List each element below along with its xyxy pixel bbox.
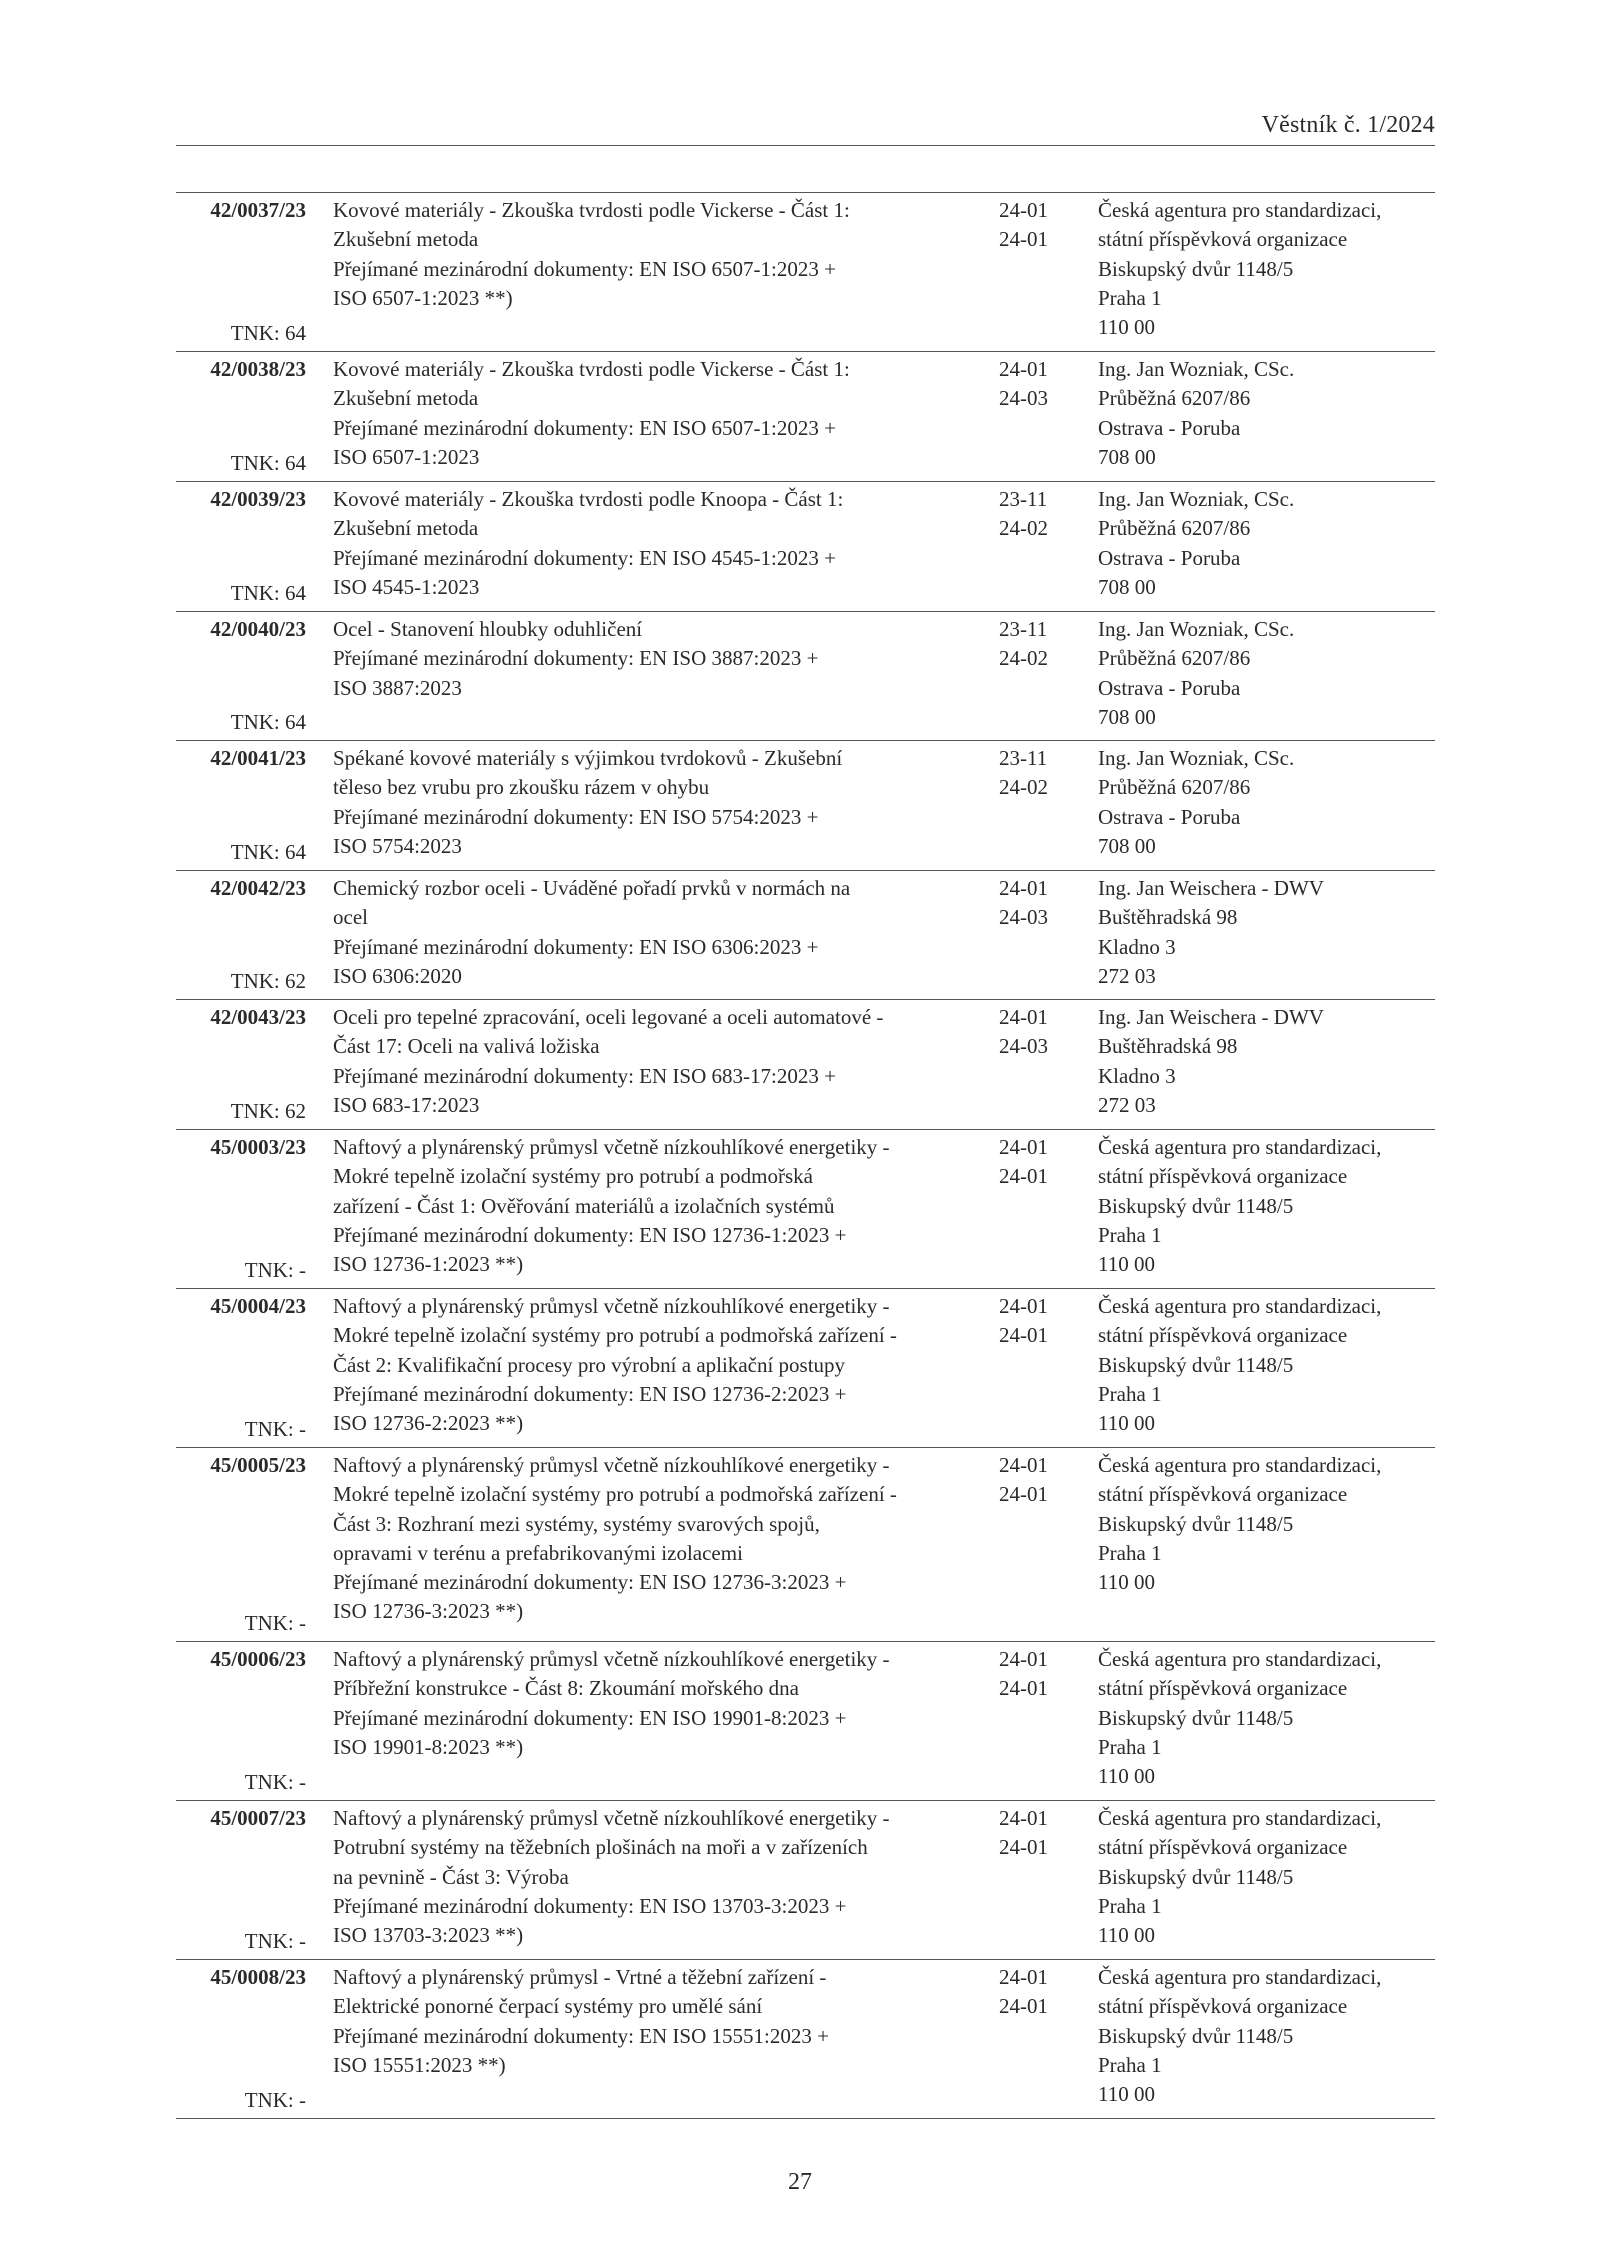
table-row [176, 1448, 1435, 1642]
standard-number: 45/0007/23 [210, 1806, 306, 1830]
header-divider [176, 145, 1435, 146]
standard-title: Naftový a plynárenský průmysl včetně nízkouhlíkové energetiky - Příbřežní konstrukce - Část 8: Zkoumání mořského dna Přejímané mezinárodní dokumenty: EN ISO 19901-8:2023 + ISO 19901-8:2023 **) [333, 1647, 890, 1759]
tnk-label: TNK: 62 [230, 1098, 306, 1123]
standard-dates: 24-01 24-01 [999, 1294, 1048, 1348]
standard-number: 45/0004/23 [210, 1294, 306, 1318]
tnk-label: TNK: 64 [230, 839, 306, 864]
page-number: 27 [788, 2169, 812, 2195]
table-row [176, 1801, 1435, 1960]
standard-dates: 24-01 24-01 [999, 1647, 1048, 1701]
standard-id-cell [176, 1804, 306, 1956]
processor-address: Česká agentura pro standardizaci, státní příspěvková organizace Biskupský dvůr 1148/5 Praha 1 110 00 [1098, 1647, 1382, 1789]
standard-id-cell [176, 1133, 306, 1285]
table-row [176, 193, 1435, 352]
standard-id-cell [176, 1292, 306, 1444]
processor-address: Ing. Jan Wozniak, CSc. Průběžná 6207/86 Ostrava - Poruba 708 00 [1098, 617, 1295, 729]
journal-title: Věstník č. 1/2024 [1261, 112, 1435, 138]
table-row [176, 741, 1435, 871]
standard-dates: 24-01 24-01 [999, 1965, 1048, 2019]
processor-address: Česká agentura pro standardizaci, státní příspěvková organizace Biskupský dvůr 1148/5 Praha 1 110 00 [1098, 1135, 1382, 1277]
standard-number: 42/0043/23 [210, 1005, 306, 1029]
table-row [176, 871, 1435, 1000]
processor-address: Ing. Jan Weischera - DWV Buštěhradská 98 Kladno 3 272 03 [1098, 1005, 1324, 1117]
processor-address: Ing. Jan Wozniak, CSc. Průběžná 6207/86 Ostrava - Poruba 708 00 [1098, 357, 1295, 469]
standard-id-cell [176, 874, 306, 996]
tnk-label: TNK: - [244, 1928, 306, 1953]
standard-title: Chemický rozbor oceli - Uváděné pořadí prvků v normách na ocel Přejímané mezinárodní dokumenty: EN ISO 6306:2023 + ISO 6306:2020 [333, 876, 851, 988]
standard-title: Oceli pro tepelné zpracování, oceli legované a oceli automatové - Část 17: Oceli na valivá ložiska Přejímané mezinárodní dokumenty: EN ISO 683-17:2023 + ISO 683-17:2023 [333, 1005, 884, 1117]
standard-title: Ocel - Stanovení hloubky oduhličení Přejímané mezinárodní dokumenty: EN ISO 3887:2023 + ISO 3887:2023 [333, 617, 819, 700]
standard-id-cell [176, 1451, 306, 1638]
standard-dates: 24-01 24-03 [999, 357, 1048, 411]
table-row [176, 1960, 1435, 2119]
tnk-label: TNK: 64 [230, 450, 306, 475]
standard-id-cell [176, 615, 306, 737]
standard-id-cell [176, 1963, 306, 2115]
standard-title: Naftový a plynárenský průmysl včetně nízkouhlíkové energetiky - Mokré tepelně izolační systémy pro potrubí a podmořská zařízení - Část 2: Kvalifikační procesy pro výrobní a aplikační postupy Přejímané mezinárodní dokumenty: EN ISO 12736-2:2023 + ISO 12736-2:2023 **) [333, 1294, 897, 1436]
tnk-label: TNK: - [244, 1769, 306, 1794]
tnk-label: TNK: 62 [230, 968, 306, 993]
standard-number: 45/0006/23 [210, 1647, 306, 1671]
processor-address: Česká agentura pro standardizaci, státní příspěvková organizace Biskupský dvůr 1148/5 Praha 1 110 00 [1098, 198, 1382, 340]
table-row [176, 612, 1435, 741]
standard-dates: 23-11 24-02 [999, 746, 1048, 800]
standard-title: Naftový a plynárenský průmysl včetně nízkouhlíkové energetiky - Potrubní systémy na těžebních plošinách na moři a v zařízeních na pevnině - Část 3: Výroba Přejímané mezinárodní dokumenty: EN ISO 13703-3:2023 + ISO 13703-3:2023 **) [333, 1806, 890, 1948]
standard-title: Kovové materiály - Zkouška tvrdosti podle Vickerse - Část 1: Zkušební metoda Přejímané mezinárodní dokumenty: EN ISO 6507-1:2023 + ISO 6507-1:2023 **) [333, 198, 850, 310]
tnk-label: TNK: 64 [230, 709, 306, 734]
processor-address: Česká agentura pro standardizaci, státní příspěvková organizace Biskupský dvůr 1148/5 Praha 1 110 00 [1098, 1453, 1382, 1595]
standard-number: 42/0040/23 [210, 617, 306, 641]
standard-dates: 24-01 24-03 [999, 876, 1048, 930]
standard-title: Spékané kovové materiály s výjimkou tvrdokovů - Zkušební těleso bez vrubu pro zkoušku rázem v ohybu Přejímané mezinárodní dokumenty: EN ISO 5754:2023 + ISO 5754:2023 [333, 746, 843, 858]
standard-title: Naftový a plynárenský průmysl - Vrtné a těžební zařízení - Elektrické ponorné čerpací systémy pro umělé sání Přejímané mezinárodní dokumenty: EN ISO 15551:2023 + ISO 15551:2023 **) [333, 1965, 829, 2077]
standard-dates: 23-11 24-02 [999, 617, 1048, 671]
standard-id-cell [176, 355, 306, 478]
table-row [176, 482, 1435, 612]
standard-id-cell [176, 1645, 306, 1797]
table-row [176, 1130, 1435, 1289]
tnk-label: TNK: 64 [230, 580, 306, 605]
standard-dates: 24-01 24-01 [999, 1806, 1048, 1860]
standard-id-cell [176, 744, 306, 867]
standard-dates: 24-01 24-03 [999, 1005, 1048, 1059]
tnk-label: TNK: - [244, 1610, 306, 1635]
standard-title: Kovové materiály - Zkouška tvrdosti podle Vickerse - Část 1: Zkušební metoda Přejímané mezinárodní dokumenty: EN ISO 6507-1:2023 + ISO 6507-1:2023 [333, 357, 850, 469]
standard-number: 42/0041/23 [210, 746, 306, 770]
standard-title: Naftový a plynárenský průmysl včetně nízkouhlíkové energetiky - Mokré tepelně izolační systémy pro potrubí a podmořská zařízení - Část 3: Rozhraní mezi systémy, systémy svarových spojů, opravami v terénu a prefabrikovanými izolacemi Přejímané mezinárodní dokumenty: EN ISO 12736-3:2023 + ISO 12736-3:2023 **) [333, 1453, 897, 1624]
processor-address: Ing. Jan Wozniak, CSc. Průběžná 6207/86 Ostrava - Poruba 708 00 [1098, 487, 1295, 599]
table-row [176, 1289, 1435, 1448]
standard-title: Kovové materiály - Zkouška tvrdosti podle Knoopa - Část 1: Zkušební metoda Přejímané mezinárodní dokumenty: EN ISO 4545-1:2023 + ISO 4545-1:2023 [333, 487, 844, 599]
standard-number: 42/0038/23 [210, 357, 306, 381]
standard-number: 45/0005/23 [210, 1453, 306, 1477]
standard-dates: 24-01 24-01 [999, 1453, 1048, 1507]
processor-address: Česká agentura pro standardizaci, státní příspěvková organizace Biskupský dvůr 1148/5 Praha 1 110 00 [1098, 1965, 1382, 2107]
standard-number: 45/0003/23 [210, 1135, 306, 1159]
processor-address: Česká agentura pro standardizaci, státní příspěvková organizace Biskupský dvůr 1148/5 Praha 1 110 00 [1098, 1806, 1382, 1948]
table-row [176, 1642, 1435, 1801]
standard-dates: 24-01 24-01 [999, 198, 1048, 252]
processor-address: Česká agentura pro standardizaci, státní příspěvková organizace Biskupský dvůr 1148/5 Praha 1 110 00 [1098, 1294, 1382, 1436]
standard-number: 42/0037/23 [210, 198, 306, 222]
standard-id-cell [176, 196, 306, 348]
table-row [176, 352, 1435, 482]
standard-dates: 24-01 24-01 [999, 1135, 1048, 1189]
standard-title: Naftový a plynárenský průmysl včetně nízkouhlíkové energetiky - Mokré tepelně izolační systémy pro potrubí a podmořská zařízení - Část 1: Ověřování materiálů a izolačních systémů Přejímané mezinárodní dokumenty: EN ISO 12736-1:2023 + ISO 12736-1:2023 **) [333, 1135, 890, 1277]
standard-dates: 23-11 24-02 [999, 487, 1048, 541]
standard-id-cell [176, 485, 306, 608]
tnk-label: TNK: - [244, 1416, 306, 1441]
standard-id-cell [176, 1003, 306, 1126]
tnk-label: TNK: - [244, 1257, 306, 1282]
processor-address: Ing. Jan Wozniak, CSc. Průběžná 6207/86 Ostrava - Poruba 708 00 [1098, 746, 1295, 858]
standard-number: 42/0039/23 [210, 487, 306, 511]
tnk-label: TNK: - [244, 2087, 306, 2112]
standard-number: 42/0042/23 [210, 876, 306, 900]
tnk-label: TNK: 64 [230, 320, 306, 345]
table-row [176, 1000, 1435, 1130]
standards-table [176, 192, 1435, 2119]
processor-address: Ing. Jan Weischera - DWV Buštěhradská 98 Kladno 3 272 03 [1098, 876, 1324, 988]
standard-number: 45/0008/23 [210, 1965, 306, 1989]
